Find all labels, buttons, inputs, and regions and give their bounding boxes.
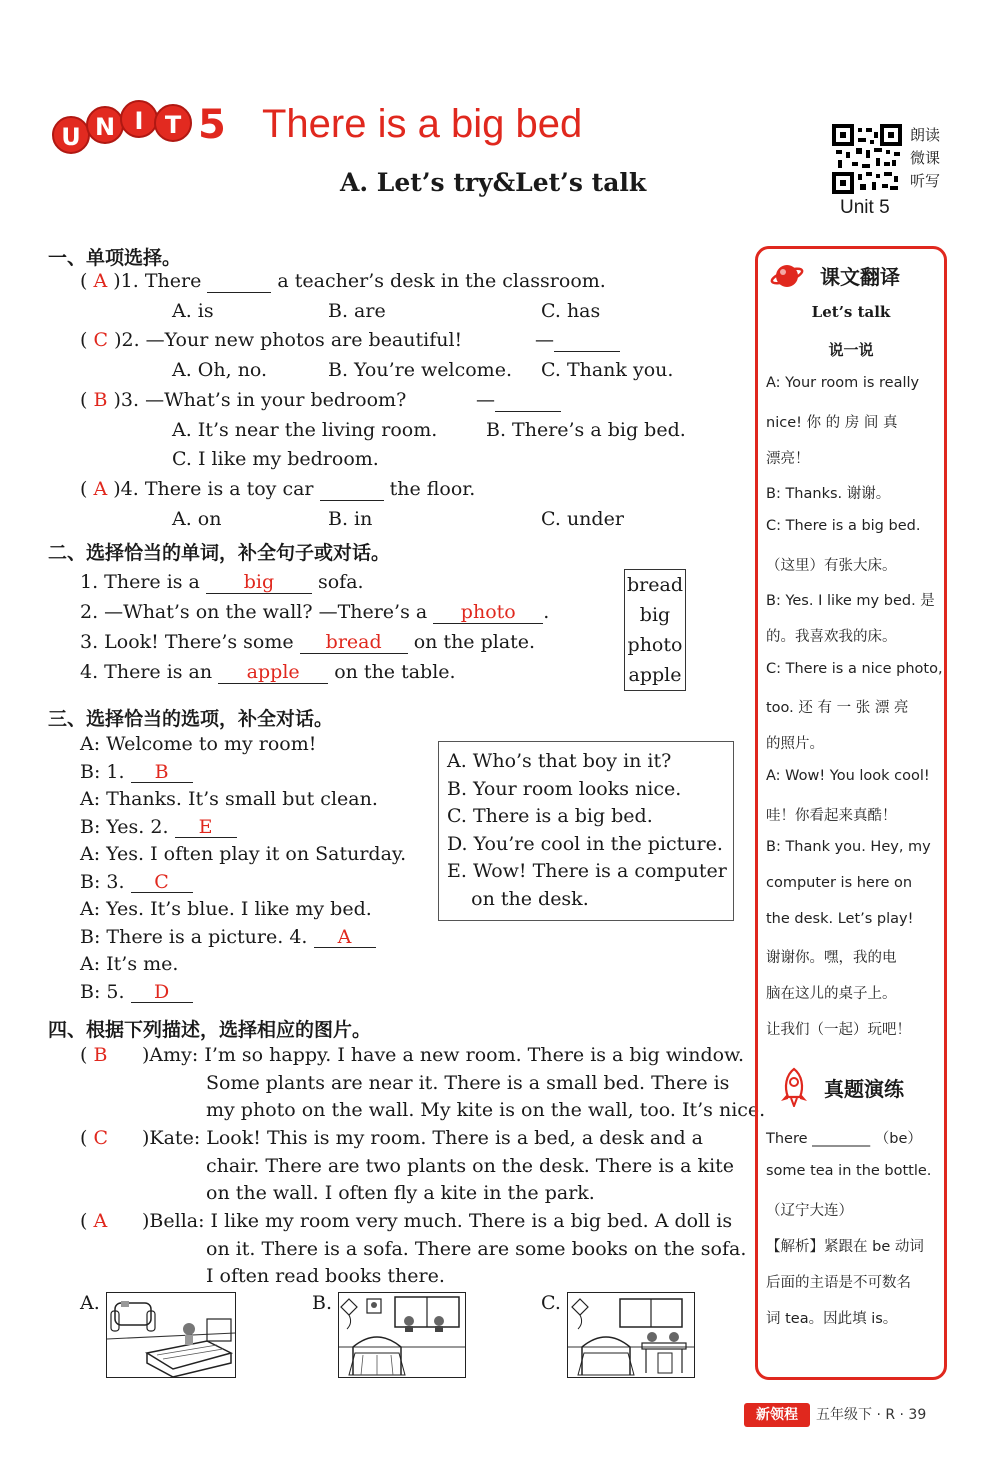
s2-q1-text: 1. There is a: [80, 571, 200, 593]
s1-q2: ( C )2. —Your new photos are beautiful!: [80, 329, 463, 351]
s4-bella-line: on it. There is a sofa. There are some books on the sofa.: [206, 1237, 747, 1260]
s4-item-amy: ( B )Amy: I’m so happy. I have a new room. There is a big window. Some plants are near it. There is a small bed. There is my photo on the wall. My kite is on the wall, too. It’s nice.: [80, 1042, 750, 1125]
s1-q3-text: —What’s in your bedroom?: [145, 389, 407, 411]
section3-title: 三、选择恰当的选项，补全对话。: [48, 708, 334, 730]
s3-dialog: [80, 731, 406, 1006]
unit-letter: I: [120, 100, 158, 138]
dialog-answer[interactable]: E: [175, 818, 237, 839]
s1-q1-blank[interactable]: [207, 272, 271, 293]
s2-q4-text: 4. There is an: [80, 661, 213, 683]
s1-q1-opt-a: A. is: [172, 300, 214, 322]
s1-q2-opt-c: C. Thank you.: [541, 359, 674, 381]
s2-q2: [80, 601, 549, 624]
s2-q2-text: 2. —What’s on the wall? —There’s a: [80, 601, 428, 623]
dialog-line: [80, 924, 406, 952]
s1-q3-opt-c: C. I like my bedroom.: [172, 448, 379, 470]
s4-amy-line: )Amy: I’m so happy. I have a new room. There is a big window.: [142, 1044, 745, 1066]
sidebar-line: B: Thank you. Hey, my: [766, 839, 931, 855]
s1-q4-opt-c: C. under: [541, 508, 624, 530]
sidebar-line: computer is here on: [766, 875, 913, 891]
s1-q2-opt-a: A. Oh, no.: [172, 359, 268, 381]
dialog-line: [80, 759, 406, 787]
sidebar-line: 的。我喜欢我的床。: [766, 629, 897, 645]
s1-q1-answer: A: [93, 270, 108, 292]
page-number: 五年级下 · R · 39: [816, 1407, 927, 1423]
planet-icon: [770, 259, 804, 293]
s1-q3: ( B )3. —What’s in your bedroom?: [80, 389, 407, 411]
sidebar-line: 脑在这儿的桌子上。: [766, 986, 897, 1002]
dialog-line: [80, 814, 406, 842]
sidebar-heading-exam: 真题演练: [824, 1077, 904, 1101]
picture-label-c: C.: [541, 1292, 561, 1314]
option-item: D. You’re cool in the picture.: [447, 832, 723, 855]
s1-q1-text2: a teacher’s desk in the classroom.: [277, 270, 606, 292]
sidebar-line: 漂亮！: [766, 451, 810, 467]
qr-label-dictation: 听写: [910, 172, 941, 190]
dialog-text: A: It’s me.: [80, 953, 179, 975]
s3-options-box: [438, 741, 734, 921]
sidebar-line: 让我们（一起）玩吧！: [766, 1022, 911, 1038]
s1-q4-num: )4.: [113, 478, 139, 500]
dialog-text: A: Yes. It’s blue. I like my bed.: [80, 898, 372, 920]
unit-letter: T: [154, 104, 192, 142]
sidebar-line: B: Thanks. 谢谢。: [766, 486, 891, 502]
s4-item-bella: ( A )Bella: I like my room very much. There is a big bed. A doll is on it. There is a sofa. There are some books on the sofa. I often read books there.: [80, 1208, 750, 1291]
dialog-answer[interactable]: A: [314, 928, 376, 949]
s2-q2-answer[interactable]: photo: [433, 603, 543, 624]
sidebar-line: 谢谢你。嘿，我的电: [766, 950, 897, 966]
s4-kate-line: on the wall. I often fly a kite in the park.: [206, 1182, 595, 1204]
room-picture-c: [567, 1292, 695, 1378]
room-picture-a: [106, 1292, 236, 1378]
sidebar-exam-line: some tea in the bottle.: [766, 1163, 932, 1179]
word-box-item: photo: [627, 634, 683, 656]
section4-title: 四、根据下列描述，选择相应的图片。: [48, 1019, 372, 1041]
sidebar-exam-line: There ________ （be）: [766, 1131, 922, 1147]
sidebar-exam-line: （辽宁大连）: [766, 1203, 853, 1219]
dialog-line: [80, 979, 406, 1007]
dialog-line: [80, 731, 406, 759]
qr-label-read: 朗读: [910, 126, 941, 144]
s1-q2-opt-b: B. You’re welcome.: [328, 359, 512, 381]
s4-bella-line: I often read books there.: [206, 1265, 445, 1287]
s1-q3-opt-b: B. There’s a big bed.: [486, 419, 686, 441]
word-box-item: big: [639, 604, 671, 626]
s1-q4-blank[interactable]: [320, 480, 384, 501]
dialog-line: [80, 786, 406, 814]
s4-kate-answer: C: [93, 1127, 108, 1149]
s2-q3-text2: on the plate.: [413, 631, 536, 653]
dialog-text: B: Yes. 2.: [80, 815, 169, 838]
dialog-text: A: Thanks. It’s small but clean.: [80, 788, 378, 810]
dialog-line: [80, 951, 406, 979]
sidebar-exam-line: 【解析】紧跟在 be 动词: [766, 1239, 924, 1255]
s1-q1-text: There: [144, 270, 202, 292]
s2-q3: [80, 631, 535, 654]
dialog-line: [80, 841, 406, 869]
s1-q4-answer: A: [93, 478, 108, 500]
sidebar-line: A: Wow! You look cool!: [766, 768, 930, 784]
s2-q3-answer[interactable]: bread: [300, 633, 408, 654]
s1-q2-answer: C: [93, 329, 109, 351]
sidebar-exam-line: 后面的主语是不可数名: [766, 1275, 911, 1291]
option-item: C. There is a big bed.: [447, 805, 653, 827]
word-box-item: bread: [627, 574, 683, 596]
s1-q2-num: )2.: [114, 329, 140, 351]
dialog-line: [80, 896, 406, 924]
unit-number: 5: [198, 102, 226, 148]
sidebar-line: B: Yes. I like my bed. 是: [766, 593, 935, 609]
s1-q2-dash: —: [535, 329, 554, 351]
sidebar-exam-line: 词 tea。因此填 is。: [766, 1311, 898, 1327]
s1-q2-text: —Your new photos are beautiful!: [145, 329, 463, 351]
sidebar-heading-translation: 课文翻译: [820, 265, 900, 289]
sidebar-line: too. 还 有 一 张 漂 亮: [766, 700, 909, 716]
s4-amy-line: my photo on the wall. My kite is on the wall, too. It’s nice.: [206, 1099, 766, 1121]
dialog-line: [80, 869, 406, 897]
sidebar-line: A: Your room is really: [766, 375, 920, 391]
s1-q4-opt-a: A. on: [172, 508, 222, 530]
dialog-answer[interactable]: D: [131, 983, 193, 1004]
s4-amy-line: Some plants are near it. There is a small bed. There is: [206, 1071, 730, 1094]
s2-q4-text2: on the table.: [334, 661, 456, 683]
sidebar-line: 的照片。: [766, 736, 824, 752]
s2-q3-text: 3. Look! There’s some: [80, 631, 294, 653]
s4-bella-answer: A: [93, 1210, 108, 1232]
option-item: B. Your room looks nice.: [447, 777, 682, 800]
translation-sidebar: [755, 246, 947, 1380]
option-item: A. Who’s that boy in it?: [447, 750, 672, 772]
page-title: There is a big bed: [262, 102, 583, 146]
s2-q1: [80, 571, 364, 594]
dialog-answer[interactable]: C: [131, 873, 193, 894]
word-box: [624, 569, 686, 691]
s4-amy-answer: B: [93, 1044, 108, 1066]
s1-q4: ( A )4. There is a toy car the floor.: [80, 478, 476, 500]
qr-code[interactable]: [832, 124, 902, 194]
qr-labels: [910, 124, 940, 193]
sidebar-line: C: There is a big bed.: [766, 518, 921, 534]
picture-label-a: A.: [80, 1292, 100, 1314]
s4-kate-line: chair. There are two plants on the desk. There is a kite: [206, 1154, 735, 1177]
s1-q3-num: )3.: [113, 389, 140, 411]
s1-q2-blank[interactable]: [554, 331, 620, 352]
s2-q1-answer[interactable]: big: [206, 573, 312, 594]
section1-title: 一、单项选择。: [48, 247, 182, 269]
s1-q2-reply: [535, 329, 620, 352]
s1-q4-text: There is a toy car: [144, 478, 314, 500]
s2-q4: [80, 661, 456, 684]
brand-badge: 新领程: [744, 1403, 810, 1427]
s1-q1: ( A )1. There a teacher’s desk in the classroom.: [80, 270, 606, 292]
sidebar-line: （这里）有张大床。: [766, 558, 897, 574]
dialog-text: B: 3.: [80, 870, 125, 893]
s1-q1-opt-c: C. has: [541, 300, 601, 322]
unit-letter: U: [52, 116, 90, 154]
sidebar-line: the desk. Let’s play!: [766, 911, 914, 927]
s1-q4-opt-b: B. in: [328, 508, 373, 530]
dialog-answer[interactable]: B: [131, 763, 193, 784]
qr-label-lesson: 微课: [910, 149, 941, 167]
s1-q1-num: )1.: [113, 270, 139, 292]
room-picture-b: [338, 1292, 466, 1378]
dialog-text: B: 5.: [80, 980, 125, 1003]
s2-q2-text2: .: [543, 601, 550, 623]
s1-q3-opt-a: A. It’s near the living room.: [172, 419, 438, 441]
s1-q3-answer: B: [93, 389, 108, 411]
s4-kate-line: )Kate: Look! This is my room. There is a bed, a desk and a: [142, 1127, 704, 1149]
s1-q4-text2: the floor.: [389, 478, 476, 500]
sidebar-talk-title: Let’s talk: [811, 303, 891, 321]
qr-caption: Unit 5: [840, 197, 890, 218]
unit-letter: N: [86, 106, 124, 144]
s1-q1-opt-b: B. are: [328, 300, 386, 322]
s2-q1-text2: sofa.: [317, 571, 364, 593]
s4-bella-line: )Bella: I like my room very much. There is a big bed. A doll is: [142, 1210, 733, 1232]
word-box-item: apple: [628, 664, 682, 686]
sidebar-line: 哇！你看起来真酷！: [766, 808, 897, 824]
sidebar-line: C: There is a nice photo,: [766, 661, 943, 677]
rocket-icon: [776, 1067, 812, 1107]
page-subtitle: A. Let’s try&Let’s talk: [340, 168, 647, 197]
section2-title: 二、选择恰当的单词，补全句子或对话。: [48, 542, 391, 564]
option-item: E. Wow! There is a computer: [447, 860, 727, 882]
picture-label-b: B.: [312, 1292, 333, 1314]
dialog-text: A: Welcome to my room!: [80, 733, 317, 755]
s2-q4-answer[interactable]: apple: [218, 663, 328, 684]
s1-q3-blank[interactable]: [495, 391, 561, 412]
s4-item-kate: ( C )Kate: Look! This is my room. There is a bed, a desk and a chair. There are two plants on the desk. There is a kite on the wall. I often fly a kite in the park.: [80, 1125, 750, 1208]
dialog-text: B: There is a picture. 4.: [80, 925, 308, 948]
sidebar-line: nice! 你 的 房 间 真: [766, 415, 898, 431]
sidebar-talk-subtitle: 说一说: [828, 341, 874, 359]
dialog-text: B: 1.: [80, 760, 125, 783]
s1-q3-dash: —: [476, 389, 495, 411]
dialog-text: A: Yes. I often play it on Saturday.: [80, 843, 407, 865]
option-item: on the desk.: [447, 887, 589, 910]
s1-q3-reply: [476, 389, 561, 412]
